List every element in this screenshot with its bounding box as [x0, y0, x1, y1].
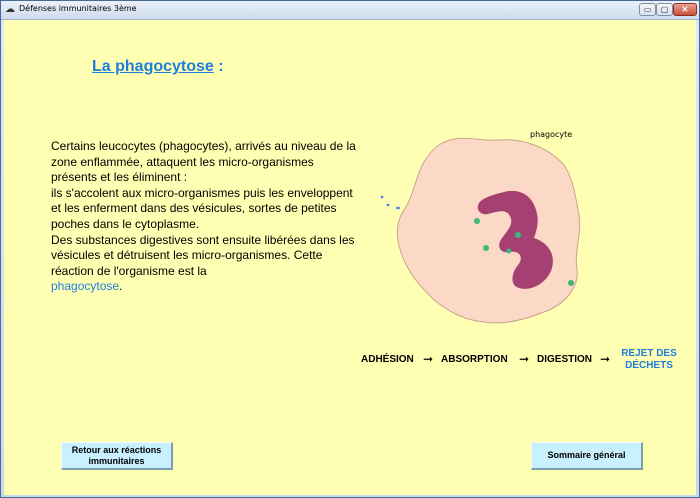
phagocyte-label: phagocyte	[530, 130, 573, 139]
vesicle-2	[515, 232, 521, 238]
arrow-right-icon-2: ➞	[519, 352, 530, 366]
step-adhesion: ADHÉSION	[361, 354, 414, 365]
vesicle-5	[568, 280, 574, 286]
step-absorption: ABSORPTION	[441, 354, 508, 365]
phagocytose-link[interactable]: phagocytose	[51, 279, 120, 294]
general-summary-button[interactable]: Sommaire général	[531, 442, 643, 470]
micro-organism-3	[396, 207, 400, 210]
vesicle-1	[474, 218, 480, 224]
maximize-button[interactable]: ▢	[656, 3, 673, 16]
arrow-right-icon-1: ➞	[423, 352, 434, 366]
title-suffix: :	[213, 58, 224, 75]
content-area	[4, 20, 696, 495]
explanation-text	[51, 139, 356, 295]
arrow-right-icon-3: ➞	[600, 352, 611, 366]
close-button[interactable]: ✕	[673, 3, 697, 16]
title-bar[interactable]	[1, 1, 699, 20]
page-title	[92, 58, 224, 76]
phagocyte-cytoplasm	[397, 138, 579, 323]
micro-organism-1	[381, 196, 384, 199]
vesicle-4	[507, 249, 512, 254]
paragraph-1: Certains leucocytes (phagocytes), arrivés au niveau de la zone enflammée, attaquent les micro-organismes présents et les éliminent :	[51, 139, 356, 185]
micro-organism-2	[386, 204, 389, 207]
step-digestion: DIGESTION	[537, 354, 593, 365]
paragraph-3-end: .	[119, 279, 123, 294]
app-icon: ☁	[5, 4, 15, 15]
back-to-immune-reactions-button[interactable]: Retour aux réactions immunitaires	[61, 442, 173, 470]
vesicle-3	[483, 245, 489, 251]
minimize-button[interactable]: ▭	[639, 3, 656, 16]
step-rejet-des-dechets[interactable]: REJET DES DÉCHETS	[621, 348, 677, 371]
phagocyte-illustration	[364, 120, 594, 330]
phagocytose-title-link[interactable]: La phagocytose	[92, 58, 214, 75]
paragraph-3	[51, 233, 356, 295]
window-title: Défenses immunitaires 3ème	[19, 4, 137, 13]
paragraph-2: ils s'accolent aux micro-organismes puis les enveloppent et les enferment dans des vésicules, sortes de petites poches dans le cytoplasme.	[51, 185, 353, 231]
paragraph-3-text: Des substances digestives sont ensuite libérées dans les vésicules et détruisent les micro-organismes. Cette réaction de l'organisme est la	[51, 232, 355, 278]
